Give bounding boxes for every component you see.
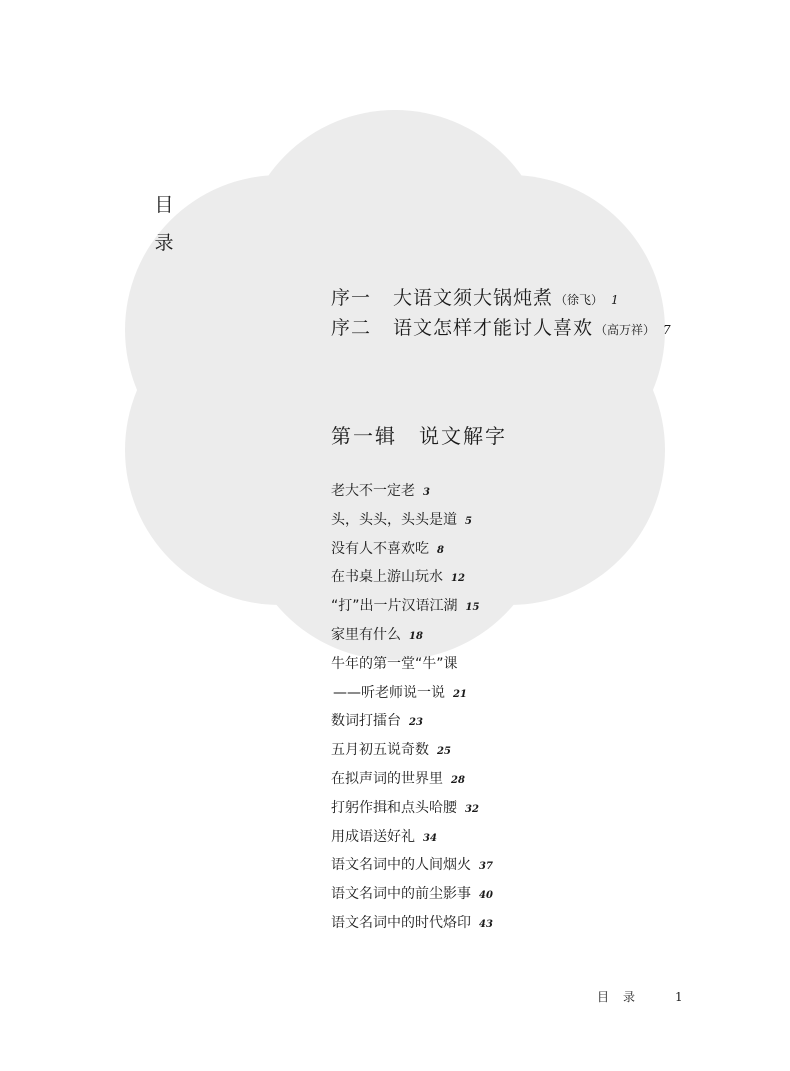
article-title: 五月初五说奇数 [331, 742, 429, 759]
list-item[interactable] [331, 682, 493, 711]
article-subtitle: ——听老师说一说 [333, 684, 445, 701]
preface-title: 大语文须大锅炖煮 [393, 287, 554, 309]
section-label: 第一辑 [331, 424, 397, 448]
running-title: 目录 [597, 990, 650, 1004]
article-page-number: 32 [465, 803, 479, 815]
article-page-number: 12 [451, 573, 465, 585]
preface-title: 语文怎样才能讨人喜欢 [393, 317, 594, 339]
article-page-number: 37 [479, 861, 493, 873]
article-page-number: 28 [451, 774, 465, 786]
preface-label: 序一 [331, 287, 372, 309]
list-item[interactable] [331, 768, 493, 797]
toc-title-char: 录 [154, 232, 174, 254]
toc-title-char: 目 [154, 194, 174, 216]
list-item[interactable] [331, 883, 493, 912]
preface-page-number: 7 [663, 323, 671, 337]
list-item[interactable] [331, 912, 493, 941]
list-item[interactable] [331, 739, 493, 768]
article-list [331, 480, 493, 941]
article-title: 头，头头，头头是道 [331, 511, 457, 528]
article-title: 老大不一定老 [331, 483, 415, 499]
section-title: 说文解字 [419, 424, 507, 448]
preface-entry[interactable] [331, 313, 671, 343]
article-page-number: 40 [479, 890, 493, 902]
article-title: 数词打擂台 [331, 713, 401, 730]
article-title: 用成语送好礼 [331, 828, 415, 845]
article-page-number: 18 [409, 630, 423, 642]
preface-list [331, 283, 671, 343]
list-item[interactable] [331, 595, 493, 624]
article-page-number: 5 [465, 515, 472, 527]
article-page-number: 43 [479, 918, 493, 930]
preface-label: 序二 [331, 317, 372, 339]
list-item[interactable] [331, 710, 493, 739]
preface-page-number: 1 [611, 293, 619, 307]
list-item[interactable] [331, 797, 493, 826]
article-title: 打躬作揖和点头哈腰 [331, 799, 457, 816]
list-item[interactable] [331, 826, 493, 855]
list-item[interactable] [331, 624, 493, 653]
list-item[interactable] [331, 854, 493, 883]
article-page-number: 23 [409, 717, 423, 729]
preface-entry[interactable] [331, 283, 671, 313]
article-title: 在拟声词的世界里 [331, 770, 443, 787]
article-page-number: 34 [423, 832, 437, 844]
toc-title [152, 186, 176, 262]
article-title: 在书桌上游山玩水 [331, 569, 443, 586]
article-page-number: 3 [423, 487, 430, 498]
article-title: 没有人不喜欢吃 [331, 540, 429, 557]
footer-page-number: 1 [675, 990, 683, 1004]
article-title: 牛年的第一堂“牛”课 [331, 655, 458, 672]
list-item[interactable] [331, 566, 493, 595]
page-footer [597, 988, 683, 1005]
list-item[interactable] [331, 509, 493, 538]
article-title: “打”出一片汉语江湖 [331, 598, 458, 615]
article-page-number: 15 [465, 602, 480, 614]
list-item[interactable] [331, 480, 493, 509]
article-page-number: 25 [437, 746, 451, 758]
article-title: 语文名词中的前尘影事 [331, 886, 471, 903]
article-page-number: 8 [437, 544, 444, 556]
article-title: 语文名词中的人间烟火 [331, 857, 471, 874]
article-page-number: 21 [453, 688, 467, 700]
article-title: 语文名词中的时代烙印 [331, 914, 471, 931]
preface-author: （高万祥） [595, 323, 656, 337]
list-item[interactable] [331, 538, 493, 567]
section-heading [331, 420, 507, 449]
list-item[interactable] [331, 653, 493, 682]
preface-author: （徐飞） [555, 293, 604, 307]
article-title: 家里有什么 [331, 626, 401, 643]
